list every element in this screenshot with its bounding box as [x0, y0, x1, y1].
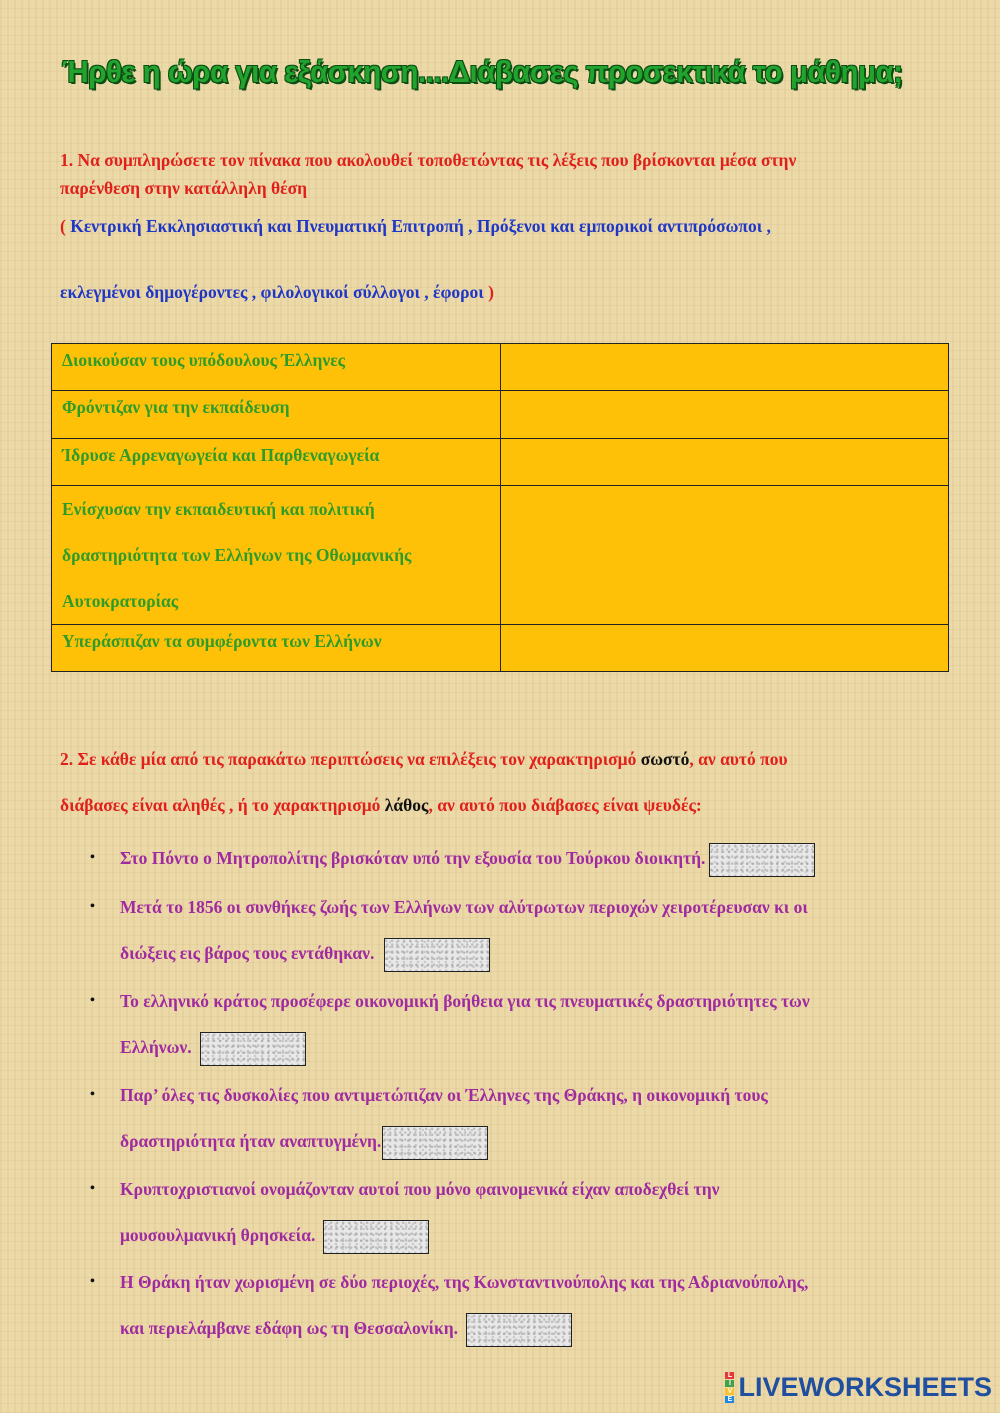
row-label-line: Αυτοκρατορίας — [62, 591, 179, 611]
statement-line: Η Θράκη ήταν χωρισμένη σε δύο περιοχές, της Κωνσταντινούπολης και της Αδριανούπολης, — [120, 1272, 809, 1292]
page-title: Ήρθε η ώρα για εξάσκηση....Διάβασες προσεκτικά το μάθημα; — [62, 54, 903, 89]
answer-cell[interactable] — [500, 344, 948, 391]
table-row — [52, 439, 949, 486]
bullet-icon: • — [90, 993, 95, 1008]
answer-cell[interactable] — [500, 625, 948, 672]
answer-dropdown[interactable] — [466, 1313, 572, 1347]
logo-text: LIVEWORKSHEETS — [738, 1372, 992, 1402]
statement-line: μουσουλμανική θρησκεία. — [120, 1225, 316, 1245]
statement-line: Το ελληνικό κράτος προσέφερε οικονομική βοήθεια για τις πνευματικές δραστηριότητες των — [120, 991, 810, 1011]
bullet-icon: • — [90, 1274, 95, 1289]
table-row — [52, 625, 949, 672]
fill-table — [51, 343, 949, 672]
logo-mark-letter: I — [725, 1380, 734, 1387]
statement-text — [120, 978, 930, 1070]
bullet-icon: • — [90, 850, 95, 865]
statement-text — [120, 884, 930, 976]
statement-text — [120, 1072, 930, 1164]
table-row — [52, 344, 949, 391]
instruction-text: , αν αυτό που — [689, 749, 788, 769]
statement-line: Παρ’ όλες τις δυσκολίες που αντιμετώπιζαν οι Έλληνες της Θράκης, η οικονομική τους — [120, 1085, 768, 1105]
answer-dropdown[interactable] — [323, 1220, 429, 1254]
statement-line: διώξεις εις βάρος τους εντάθηκαν. — [120, 943, 375, 963]
row-label: Υπεράσπιζαν τα συμφέροντα των Ελλήνων — [62, 631, 382, 651]
statement-line: Μετά το 1856 οι συνθήκες ζωής των Ελλήνων των αλύτρωτων περιοχών χειροτέρευσαν κι οι — [120, 897, 808, 917]
logo-mark-letter: V — [725, 1388, 734, 1395]
logo-mark-letter: E — [725, 1396, 734, 1403]
answer-cell[interactable] — [500, 439, 948, 486]
table-cell-label — [52, 439, 501, 486]
table-cell-label — [52, 625, 501, 672]
row-label-line: Ενίσχυσαν την εκπαιδευτική και πολιτική — [62, 499, 375, 519]
statement-line: Κρυπτοχριστιανοί ονομάζονταν αυτοί που μόνο φαινομενικά είχαν αποδεχθεί την — [120, 1179, 720, 1199]
statement-item — [90, 1072, 930, 1164]
bullet-icon: • — [90, 1087, 95, 1102]
liveworksheets-logo — [725, 1372, 992, 1403]
statement-line: Ελλήνων. — [120, 1037, 192, 1057]
answer-dropdown[interactable] — [382, 1126, 488, 1160]
exercise1-instruction-line2: παρένθεση στην κατάλληλη θέση — [60, 178, 308, 198]
table-row — [52, 486, 949, 625]
answer-dropdown[interactable] — [200, 1032, 306, 1066]
statement-item — [90, 1166, 930, 1258]
instruction-text: 2. Σε κάθε μία από τις παρακάτω περιπτώσεις να επιλέξεις τον χαρακτηρισμό — [60, 749, 641, 769]
instruction-text: , αν αυτό που διάβασες είναι ψευδές: — [428, 795, 702, 815]
word-wrong: λάθος — [384, 795, 429, 815]
statement-item — [90, 884, 930, 976]
paren-open: ( — [60, 216, 66, 236]
table-cell-label — [52, 344, 501, 391]
statement-line: Στο Πόντο ο Μητροπολίτης βρισκόταν υπό την εξουσία του Τούρκου διοικητή. — [120, 848, 706, 868]
statement-text — [120, 1166, 930, 1258]
word-bank-line2 — [60, 282, 960, 303]
table-cell-label — [52, 391, 501, 439]
answer-dropdown[interactable] — [709, 843, 815, 877]
instruction-text: διάβασες είναι αληθές , ή το χαρακτηρισμό — [60, 795, 385, 815]
statement-text — [120, 1259, 930, 1351]
paren-close: ) — [488, 282, 494, 302]
statement-item — [90, 1259, 930, 1351]
answer-dropdown[interactable] — [384, 938, 490, 972]
statement-text — [120, 835, 930, 881]
word-correct: σωστό — [640, 749, 690, 769]
answer-cell[interactable] — [500, 486, 948, 625]
exercise1-instruction — [60, 146, 940, 202]
exercise2-instruction — [60, 736, 960, 828]
exercise2-instruction-line2 — [60, 782, 960, 828]
logo-mark-letter: L — [725, 1372, 734, 1379]
answer-cell[interactable] — [500, 391, 948, 439]
row-label: Φρόντιζαν για την εκπαίδευση — [62, 397, 290, 417]
statement-line: δραστηριότητα ήταν αναπτυγμένη. — [120, 1131, 382, 1151]
word-bank-text2: εκλεγμένοι δημογέροντες , φιλολογικοί σύλλογοι , έφοροι — [60, 282, 484, 302]
statement-line: και περιελάμβανε εδάφη ως τη Θεσσαλονίκη. — [120, 1318, 459, 1338]
row-label-line: δραστηριότητα των Ελλήνων της Οθωμανικής — [62, 545, 412, 565]
row-label: Διοικούσαν τους υπόδουλους Έλληνες — [62, 350, 346, 370]
word-bank-line1 — [60, 216, 960, 237]
table-cell-label — [52, 486, 501, 625]
bullet-icon: • — [90, 1181, 95, 1196]
row-label: Ίδρυσε Αρρεναγωγεία και Παρθεναγωγεία — [62, 445, 380, 465]
table-row — [52, 391, 949, 439]
bullet-icon: • — [90, 899, 95, 914]
exercise2-instruction-line1 — [60, 736, 960, 782]
statement-item — [90, 978, 930, 1070]
statement-item — [90, 835, 930, 881]
word-bank-text1: Κεντρική Εκκλησιαστική και Πνευματική Επιτροπή , Πρόξενοι και εμπορικοί αντιπρόσωποι , — [70, 216, 771, 236]
logo-mark-icon — [725, 1372, 734, 1403]
exercise1-instruction-line1: 1. Να συμπληρώσετε τον πίνακα που ακολουθεί τοποθετώντας τις λέξεις που βρίσκονται μέσα στην — [60, 150, 797, 170]
